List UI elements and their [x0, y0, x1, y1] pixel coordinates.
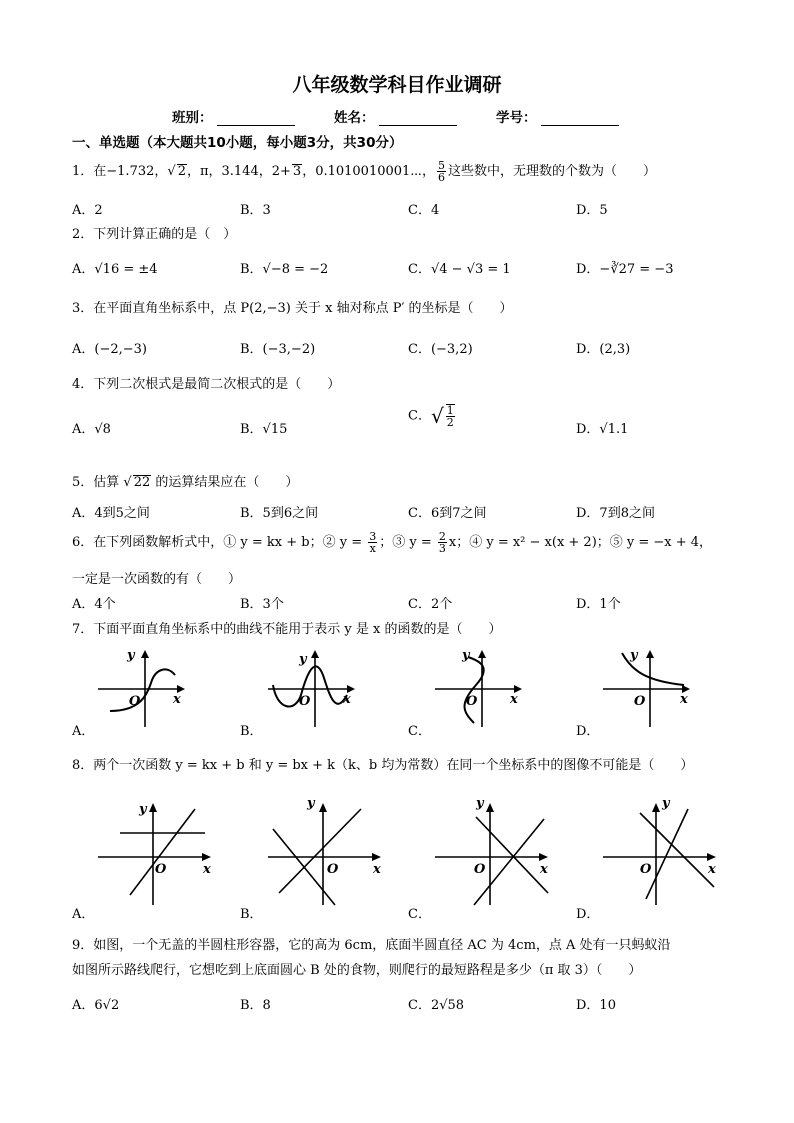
q7-d-x: x: [680, 692, 688, 707]
q8-graph-a: [95, 795, 215, 915]
q2-option-c[interactable]: C．√4 − √3 = 1: [408, 262, 511, 277]
q8-a-x: x: [203, 862, 211, 877]
class-field: [172, 106, 295, 126]
q7-graph-b: [265, 645, 365, 730]
q7-d-y: y: [630, 648, 638, 663]
q1-option-b[interactable]: B．3: [240, 203, 271, 218]
q7-b-y: y: [299, 652, 307, 667]
q8-graph-b: [265, 795, 385, 915]
q8-b-y: y: [307, 796, 315, 811]
q6-option-a[interactable]: A．4个: [72, 597, 116, 612]
q8-b-origin: O: [327, 862, 339, 877]
q1-text-b: ，π，3.14̇4̇，2+: [186, 164, 291, 179]
q8-c-y: y: [476, 796, 484, 811]
class-label: 班别：: [172, 110, 213, 126]
q9-option-b[interactable]: B．8: [240, 998, 271, 1013]
q7-a-x: x: [173, 692, 181, 707]
q7-a-y: y: [127, 648, 135, 663]
q8-b-x: x: [373, 862, 381, 877]
q1-text-d: 这些数中，无理数的个数为（ ）: [448, 164, 657, 179]
q5-option-c[interactable]: C．6到7之间: [408, 506, 487, 521]
q4-c-fraction: $\frac{1}{2}$: [446, 404, 454, 429]
q6-fraction-1: $\frac{3}{x}$: [369, 530, 377, 555]
q3-option-b[interactable]: B．(−3,−2): [240, 342, 316, 357]
q3-option-d[interactable]: D．(2,3): [576, 342, 631, 357]
q6-fraction-2: $\frac{2}{3}$: [438, 530, 446, 555]
q4-option-b[interactable]: B．√15: [240, 422, 288, 437]
question-1-stem: [72, 160, 656, 183]
name-blank[interactable]: [379, 111, 457, 126]
q4-option-c[interactable]: C．√ $\frac{1}{2}$: [408, 404, 454, 429]
name-field: [334, 106, 457, 126]
question-9-stem-line2: 如图所示路线爬行，它想吃到上底面圆心 B 处的食物，则爬行的最短路程是多少（π 取 3）（ ）: [72, 963, 642, 978]
q8-c-x: x: [540, 862, 548, 877]
q2-option-d[interactable]: D．−∛27 = −3: [576, 262, 674, 277]
class-blank[interactable]: [217, 111, 295, 126]
q7-c-x: x: [510, 692, 518, 707]
q5-option-b[interactable]: B．5到6之间: [240, 506, 319, 521]
q8-option-a[interactable]: A．: [72, 907, 95, 922]
id-blank[interactable]: [541, 111, 619, 126]
q8-a-y: y: [139, 802, 147, 817]
question-2-stem: 2．下列计算正确的是（ ）: [72, 227, 237, 242]
question-4-stem: 4．下列二次根式是最简二次根式的是（ ）: [72, 377, 341, 392]
q7-option-b[interactable]: B．: [240, 724, 263, 739]
q8-d-y: y: [662, 796, 670, 811]
name-label: 姓名：: [334, 110, 375, 126]
q7-d-origin: O: [634, 694, 646, 709]
question-3-stem: 3．在平面直角坐标系中，点 P(2,−3) 关于 x 轴对称点 P′ 的坐标是（ ）: [72, 301, 513, 316]
q1-text-a: 1．在−1.732，: [72, 164, 168, 179]
q4-option-a[interactable]: A．√8: [72, 422, 111, 437]
q7-b-origin: O: [299, 694, 311, 709]
q7-a-origin: O: [129, 694, 141, 709]
q7-option-d[interactable]: D．: [576, 724, 600, 739]
q7-graph-d: [600, 645, 700, 730]
page-title: 八年级数学科目作业调研: [292, 74, 502, 96]
q4-option-d[interactable]: D．√1.1: [576, 422, 629, 437]
id-label: 学号：: [496, 110, 537, 126]
q1-text-c: ，0.1010010001⋯，: [302, 164, 436, 179]
question-7-stem: 7．下面平面直角坐标系中的曲线不能用于表示 y 是 x 的函数的是（ ）: [72, 622, 502, 637]
q1-radical-b: 3: [292, 164, 302, 179]
q8-c-origin: O: [474, 862, 486, 877]
q1-option-c[interactable]: C．4: [408, 203, 440, 218]
q2-option-b[interactable]: B．√−8 = −2: [240, 262, 329, 277]
q8-option-d[interactable]: D．: [576, 907, 600, 922]
q8-graph-c: [432, 795, 552, 915]
q3-option-a[interactable]: A．(−2,−3): [72, 342, 147, 357]
q2-option-a[interactable]: A．√16 = ±4: [72, 262, 158, 277]
q6-option-d[interactable]: D．1个: [576, 597, 621, 612]
q3-option-c[interactable]: C．(−3,2): [408, 342, 473, 357]
q1-option-d[interactable]: D．5: [576, 203, 608, 218]
q7-option-a[interactable]: A．: [72, 724, 95, 739]
q7-c-y: y: [462, 648, 470, 663]
id-field: [496, 106, 619, 126]
q8-d-origin: O: [640, 862, 652, 877]
q9-option-c[interactable]: C．2√58: [408, 998, 465, 1013]
q6-option-b[interactable]: B．3个: [240, 597, 284, 612]
question-9-stem-line1: 9．如图，一个无盖的半圆柱形容器，它的高为 6cm，底面半圆直径 AC 为 4cm，点 A 处有一只蚂蚁沿: [72, 938, 671, 953]
q1-fraction: $\frac{5}{6}$: [438, 159, 446, 184]
q7-graph-a: [95, 645, 195, 730]
q1-radical-a: √ 2: [167, 164, 186, 179]
q5-radical: 22: [133, 475, 151, 490]
question-6-stem-line2: 一定是一次函数的有（ ）: [72, 572, 242, 587]
q9-option-d[interactable]: D．10: [576, 998, 616, 1013]
section-heading: 一、单选题（本大题共10小题，每小题3分，共30分）: [72, 135, 403, 151]
question-8-stem: 8．两个一次函数 y = kx + b 和 y = bx + k（k、b 均为常数）在同一个坐标系中的图像不可能是（ ）: [72, 758, 694, 773]
q6-option-c[interactable]: C．2个: [408, 597, 453, 612]
q7-graph-c: [432, 645, 532, 730]
q7-option-c[interactable]: C．: [408, 724, 431, 739]
q8-graph-d: [600, 795, 720, 915]
q5-option-a[interactable]: A．4到5之间: [72, 506, 150, 521]
q7-c-origin: O: [466, 694, 478, 709]
q8-option-c[interactable]: C．: [408, 907, 431, 922]
q8-option-b[interactable]: B．: [240, 907, 263, 922]
q5-option-d[interactable]: D．7到8之间: [576, 506, 655, 521]
q8-d-x: x: [708, 862, 716, 877]
q9-option-a[interactable]: A．6√2: [72, 998, 120, 1013]
radical-sign: √: [430, 404, 444, 428]
question-5-stem: 5．估算 √ 22 的运算结果应在（ ）: [72, 475, 299, 490]
q8-a-origin: O: [155, 862, 167, 877]
q7-b-x: x: [343, 692, 351, 707]
question-6-stem: 6．在下列函数解析式中，① y = kx + b；② y = $\frac{3}{x}$ ；③ y = $\frac{2}{3}$ x；④ y = x² − x(x + 2)；⑤ y = −x + 4，: [72, 530, 713, 555]
q1-option-a[interactable]: A．2: [72, 203, 103, 218]
